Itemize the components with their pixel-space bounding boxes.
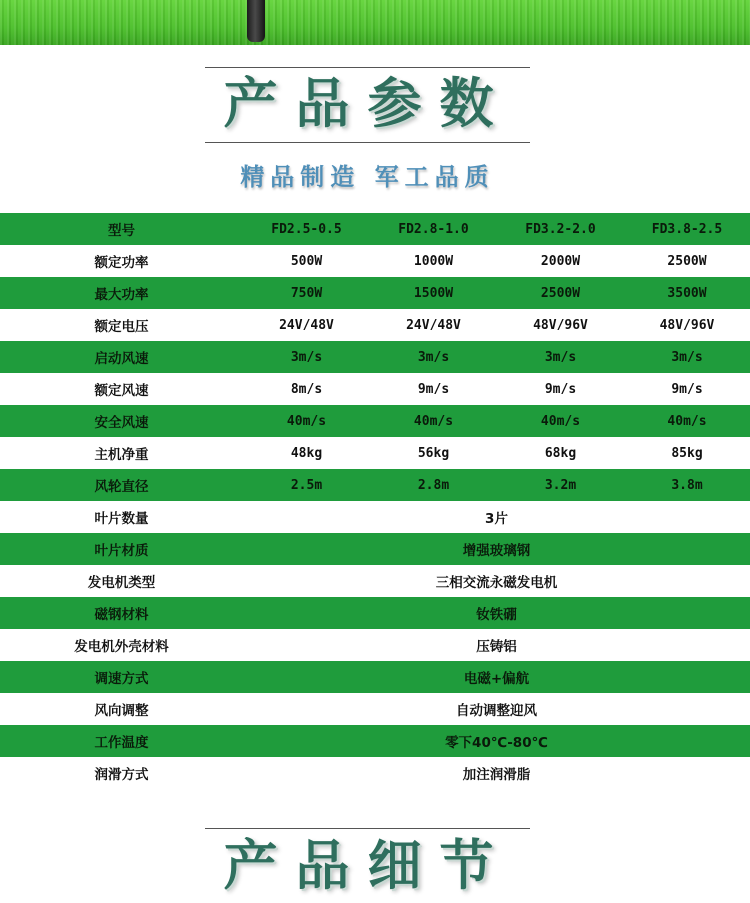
- row-label: 风向调整: [0, 693, 243, 725]
- table-row: [0, 309, 750, 341]
- row-value: 9m/s: [497, 373, 624, 405]
- row-label: 发电机类型: [0, 565, 243, 597]
- row-label: 工作温度: [0, 725, 243, 757]
- row-value: 增强玻璃钢: [243, 533, 750, 565]
- row-value: 9m/s: [370, 373, 497, 405]
- row-value: 3m/s: [243, 341, 370, 373]
- row-label: 额定风速: [0, 373, 243, 405]
- table-row: [0, 277, 750, 309]
- row-value: 3片: [243, 501, 750, 533]
- grass-banner-image: [0, 0, 750, 45]
- table-row: [0, 693, 750, 725]
- model-cell: FD2.8-1.0: [370, 213, 497, 245]
- row-value: 68kg: [497, 437, 624, 469]
- row-value: 48kg: [243, 437, 370, 469]
- row-value: 1000W: [370, 245, 497, 277]
- table-row: [0, 469, 750, 501]
- table-row: [0, 565, 750, 597]
- row-label: 叶片数量: [0, 501, 243, 533]
- table-row: [0, 757, 750, 789]
- table-row: [0, 437, 750, 469]
- row-label: 发电机外壳材料: [0, 629, 243, 661]
- row-value: 40m/s: [243, 405, 370, 437]
- parameters-table: [0, 213, 750, 789]
- row-value: 三相交流永磁发电机: [243, 565, 750, 597]
- row-value: 加注润滑脂: [243, 757, 750, 789]
- row-value: 2500W: [497, 277, 624, 309]
- model-cell: FD2.5-0.5: [243, 213, 370, 245]
- table-row: [0, 341, 750, 373]
- row-value: 48V/96V: [497, 309, 624, 341]
- model-label: 型号: [0, 213, 243, 245]
- row-value: 3m/s: [624, 341, 750, 373]
- row-value: 8m/s: [243, 373, 370, 405]
- row-label: 额定功率: [0, 245, 243, 277]
- table-row: [0, 661, 750, 693]
- row-value: 2500W: [624, 245, 750, 277]
- row-value: 3.8m: [624, 469, 750, 501]
- row-label: 主机净重: [0, 437, 243, 469]
- row-value: 3m/s: [497, 341, 624, 373]
- row-value: 3m/s: [370, 341, 497, 373]
- row-value: 3.2m: [497, 469, 624, 501]
- table-row: [0, 405, 750, 437]
- row-value: 85kg: [624, 437, 750, 469]
- params-heading: [0, 60, 750, 140]
- model-cell: FD3.8-2.5: [624, 213, 750, 245]
- table-row: [0, 533, 750, 565]
- row-value: 2.8m: [370, 469, 497, 501]
- table-header-row: [0, 213, 750, 245]
- model-cell: FD3.2-2.0: [497, 213, 624, 245]
- table-row: [0, 597, 750, 629]
- row-value: 24V/48V: [370, 309, 497, 341]
- row-label: 润滑方式: [0, 757, 243, 789]
- details-heading: [0, 828, 750, 903]
- row-value: 2000W: [497, 245, 624, 277]
- table-row: [0, 629, 750, 661]
- row-label: 安全风速: [0, 405, 243, 437]
- row-value: 3500W: [624, 277, 750, 309]
- row-value: 24V/48V: [243, 309, 370, 341]
- table-row: [0, 373, 750, 405]
- row-value: 电磁+偏航: [243, 661, 750, 693]
- details-title: 产品细节: [223, 833, 512, 897]
- row-value: 40m/s: [497, 405, 624, 437]
- row-value: 750W: [243, 277, 370, 309]
- row-value: 40m/s: [624, 405, 750, 437]
- row-label: 调速方式: [0, 661, 243, 693]
- heading-top-rule: [205, 828, 530, 829]
- row-value: 48V/96V: [624, 309, 750, 341]
- row-label: 启动风速: [0, 341, 243, 373]
- row-value: 自动调整迎风: [243, 693, 750, 725]
- row-value: 9m/s: [624, 373, 750, 405]
- row-value: 40m/s: [370, 405, 497, 437]
- row-value: 2.5m: [243, 469, 370, 501]
- row-value: 500W: [243, 245, 370, 277]
- heading-top-rule: [205, 67, 530, 68]
- table-row: [0, 501, 750, 533]
- row-label: 额定电压: [0, 309, 243, 341]
- row-label: 叶片材质: [0, 533, 243, 565]
- row-label: 最大功率: [0, 277, 243, 309]
- section-title: 产品参数: [223, 71, 512, 135]
- row-label: 磁钢材料: [0, 597, 243, 629]
- row-value: 56kg: [370, 437, 497, 469]
- table-row: [0, 725, 750, 757]
- heading-bottom-rule: [205, 142, 530, 143]
- row-value: 钕铁硼: [243, 597, 750, 629]
- row-value: 零下40℃-80℃: [243, 725, 750, 757]
- row-value: 1500W: [370, 277, 497, 309]
- subtitle: 精品制造 军工品质: [240, 162, 495, 191]
- row-label: 风轮直径: [0, 469, 243, 501]
- row-value: 压铸铝: [243, 629, 750, 661]
- turbine-pole-image: [247, 0, 265, 42]
- table-row: [0, 245, 750, 277]
